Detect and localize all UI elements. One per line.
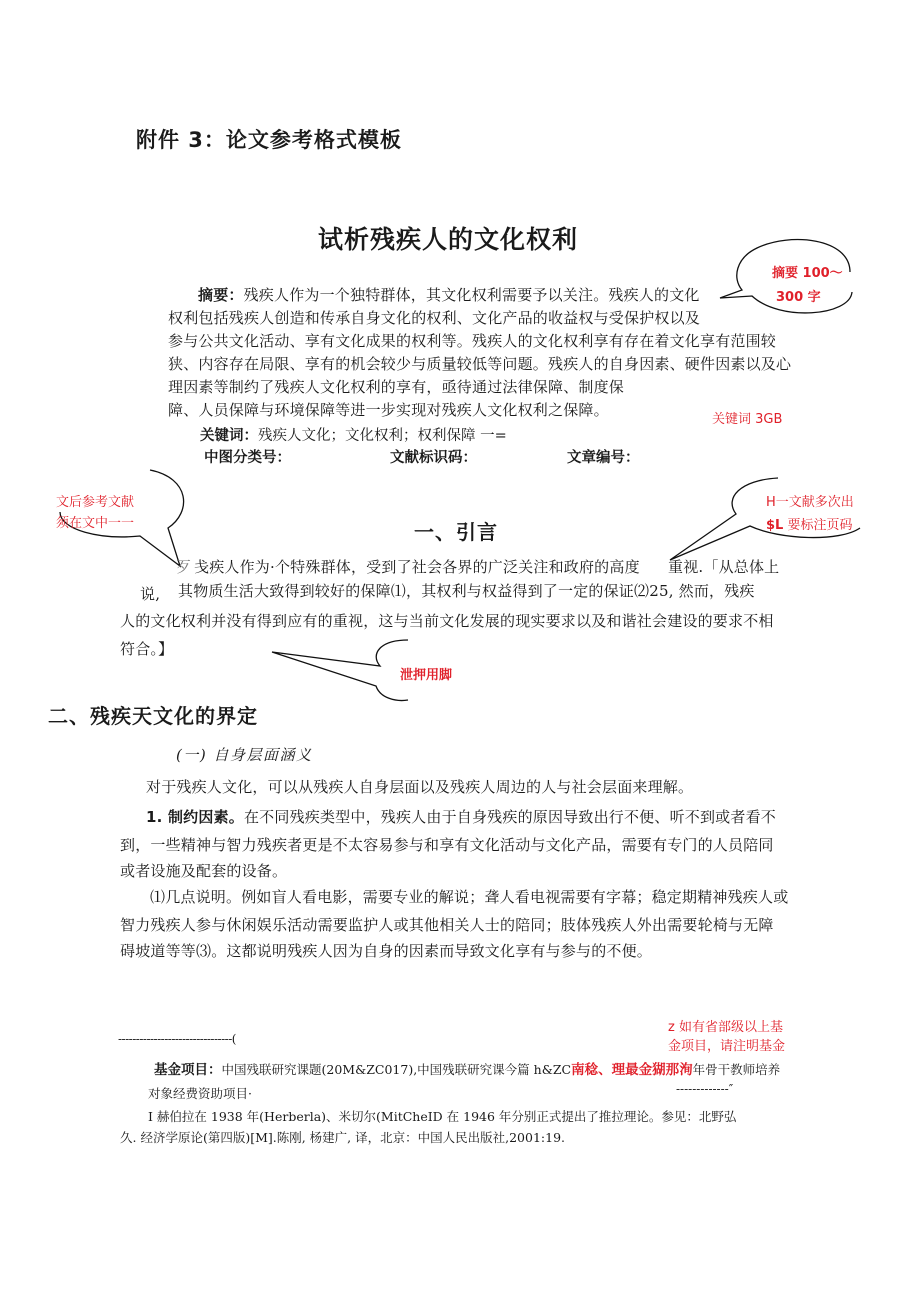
section2-subheading: (一) 自身层面涵义 (176, 746, 313, 764)
keywords-label: 关键词： (200, 428, 258, 444)
section1-line-2: 其物质生活大致得到较好的保障⑴，其权利与权益得到了一定的保证⑵25, 然而，残疾 (178, 582, 755, 600)
abstract-line-5: 理因素等制约了残疾人文化权利的享有，亟待通过法律保障、制度保 (168, 378, 625, 396)
fund-line-1: 基金项目：中国残联研究课题(20M&ZC017),中国残联研究课今篇 h&ZC南稔、理最金猢那洵年骨干教师培养 (154, 1062, 781, 1078)
section1-line1-tail: 重视.「从总体上 (668, 558, 780, 576)
section2-p1-line-1: 1. 制约因素。在不同残疾类型中，残疾人由于自身残疾的原因导致出行不便、听不到或者看不 (146, 808, 776, 826)
page-note-line-2: $L 要标注页码 (766, 518, 853, 533)
fund-note-line-1: z 如有省部级以上基 (668, 1020, 783, 1035)
paper-title: 试析残疾人的文化权利 (318, 225, 579, 254)
section1-line2-prefix: 说, (140, 585, 161, 603)
fund-label: 基金项目： (154, 1062, 222, 1078)
footnote-rule: --------------------------------( (118, 1032, 236, 1046)
classification-label: 中图分类号： (204, 450, 291, 466)
section2-p1-line-2: 到，一些精神与智力残疾者更是不太容易参与和享有文化活动与文化产品，需要有专门的人员陪同 (120, 836, 774, 854)
abstract-line-3: 参与公共文化活动、享有文化成果的权利等。残疾人的文化权利享有存在着文化享有范围较 (168, 332, 777, 350)
footnote-callout-bubble (272, 640, 408, 700)
ref-line-2: 久. 经济学原论(第四版)[M].陈刚, 杨建广, 译，北京：中国人民出版社,2001:19. (120, 1130, 565, 1145)
section1-line1-prefix: 歹 (176, 558, 192, 576)
section1-heading: 一、引言 (414, 520, 498, 544)
section1-line-4: 符合。】 (120, 640, 174, 658)
document-code-label: 文献标识码： (390, 450, 477, 466)
section2-p2-line-1: ⑴几点说明。例如盲人看电影，需要专业的解说；聋人看电视需要有字幕；稳定期精神残疾人或 (150, 888, 789, 906)
section2-p1-line-3: 或者设施及配套的设备。 (120, 862, 288, 880)
section2-p2-line-2: 智力残疾人参与休闲娱乐活动需要监护人或其他相关人士的陪同；肢体残疾人外出需要轮椅与无障 (120, 916, 774, 934)
section1-line-1: 戋疾人作为·个特殊群体，受到了社会各界的广泛关注和政府的高度 (194, 558, 640, 576)
keywords-note: 关键词 3GB (712, 412, 783, 427)
section1-line-3: 人的文化权利并没有得到应有的重视，这与当前文化发展的现实要求以及和谐社会建设的要求不相 (120, 612, 774, 630)
keywords-line (200, 424, 507, 445)
abstract-line-2: 权利包括残疾人创造和传承自身文化的权利、文化产品的收益权与受保护权以及 (168, 309, 701, 327)
footnote-note: 泄押用脚 (400, 668, 453, 683)
section2-intro: 对于残疾人文化，可以从残疾人自身层面以及残疾人周边的人与社会层面来理解。 (146, 778, 694, 796)
ref-line-1: I 赫伯拉在 1938 年(Herberla)、米切尔(MitCheID 在 1946 年分别正式提出了推拉理论。参见：北野弘 (148, 1109, 737, 1124)
fund-line-2: 对象经费资助项目· (148, 1086, 252, 1101)
section2-heading: 二、残疾天文化的界定 (48, 704, 258, 728)
fund-dashes: -------------″ (676, 1082, 734, 1096)
fund-note-line-2: 金项目，请注明基金 (668, 1039, 786, 1054)
page-note-line-1: H一文献多次出 (766, 495, 854, 510)
article-number-label: 文章编号： (567, 450, 640, 466)
abstract-line-1: 摘要：残疾人作为一个独特群体，其文化权利需要予以关注。残疾人的文化 (198, 286, 700, 304)
refs-note-line-1: 文后参考文献 (56, 495, 135, 510)
abstract-note-line-2: 300 字 (776, 290, 821, 305)
abstract-note-line-1: 摘要 100～ (772, 266, 843, 281)
section2-p2-line-3: 碍坡道等等⑶。这都说明残疾人因为自身的因素而导致文化享有与参与的不便。 (120, 942, 653, 960)
attachment-title: 附件 3：论文参考格式模板 (136, 128, 402, 152)
keywords-value: 残疾人文化；文化权利；权利保障 一= (258, 428, 507, 444)
abstract-line-6: 障、人员保障与环境保障等进一步实现对残疾人文化权利之保障。 (168, 401, 609, 419)
abstract-label: 摘要： (198, 286, 244, 304)
abstract-line-4: 狭、内容存在局限、享有的机会较少与质量较低等问题。残疾人的自身因素、硬件因素以及心 (168, 355, 792, 373)
refs-note-line-2: 须在文中一一 (56, 516, 135, 531)
p1-label: 1. 制约因素。 (146, 808, 244, 826)
